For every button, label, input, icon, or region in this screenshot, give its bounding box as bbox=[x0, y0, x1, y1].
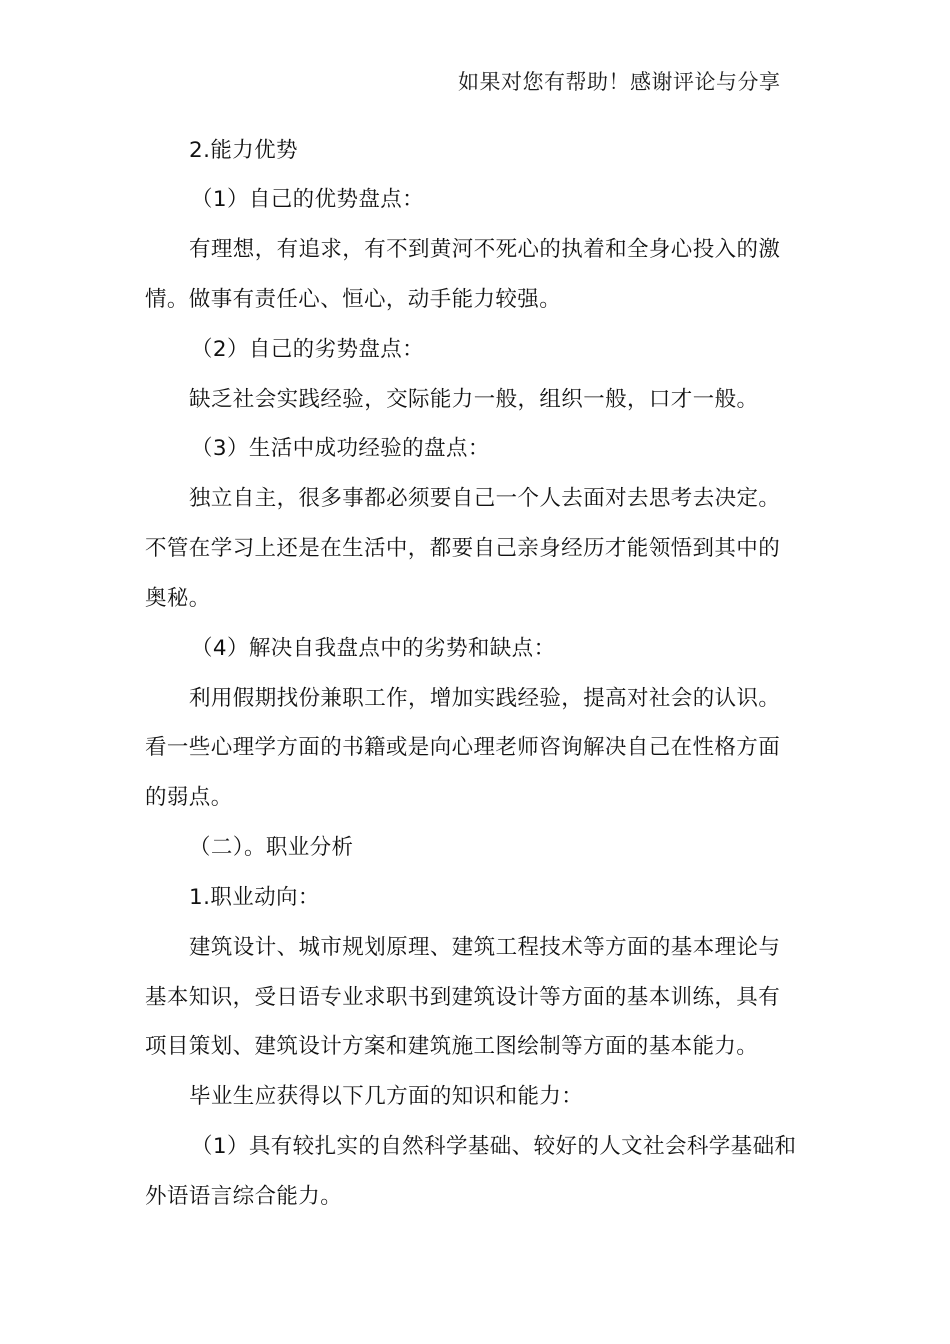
subsection-heading: （2）自己的劣势盘点： bbox=[191, 337, 425, 362]
paragraph-line: 情。做事有责任心、恒心，动手能力较强。 bbox=[145, 287, 562, 312]
subsection-heading: （3）生活中成功经验的盘点： bbox=[191, 436, 490, 461]
paragraph-line: （1）具有较扎实的自然科学基础、较好的人文社会科学基础和 bbox=[191, 1134, 797, 1159]
paragraph-line: 有理想，有追求，有不到黄河不死心的执着和全身心投入的激 bbox=[189, 237, 781, 262]
section-heading: （二）。职业分析 bbox=[189, 835, 354, 860]
section-heading: 2.能力优势 bbox=[189, 138, 298, 163]
paragraph-line: 看一些心理学方面的书籍或是向心理老师咨询解决自己在性格方面 bbox=[145, 735, 781, 760]
paragraph-line: 基本知识，受日语专业求职书到建筑设计等方面的基本训练，具有 bbox=[145, 985, 781, 1010]
subsection-heading: （1）自己的优势盘点： bbox=[191, 187, 425, 212]
header-note: 如果对您有帮助！感谢评论与分享 bbox=[458, 70, 781, 94]
paragraph-line: 奥秘。 bbox=[145, 586, 211, 611]
paragraph-line: 项目策划、建筑设计方案和建筑施工图绘制等方面的基本能力。 bbox=[145, 1034, 759, 1059]
paragraph-line: 建筑设计、城市规划原理、建筑工程技术等方面的基本理论与 bbox=[189, 935, 781, 960]
subsection-heading: （4）解决自我盘点中的劣势和缺点： bbox=[191, 636, 556, 661]
section-heading: 1.职业动向： bbox=[189, 885, 320, 910]
paragraph-line: 毕业生应获得以下几方面的知识和能力： bbox=[189, 1084, 584, 1109]
paragraph-line: 利用假期找份兼职工作，增加实践经验，提高对社会的认识。 bbox=[189, 686, 781, 711]
paragraph-line: 的弱点。 bbox=[145, 785, 233, 810]
paragraph-line: 外语语言综合能力。 bbox=[145, 1184, 343, 1209]
paragraph-line: 不管在学习上还是在生活中，都要自己亲身经历才能领悟到其中的 bbox=[145, 536, 781, 561]
paragraph-line: 独立自主，很多事都必须要自己一个人去面对去思考去决定。 bbox=[189, 486, 781, 511]
paragraph-line: 缺乏社会实践经验，交际能力一般，组织一般，口才一般。 bbox=[189, 387, 759, 412]
